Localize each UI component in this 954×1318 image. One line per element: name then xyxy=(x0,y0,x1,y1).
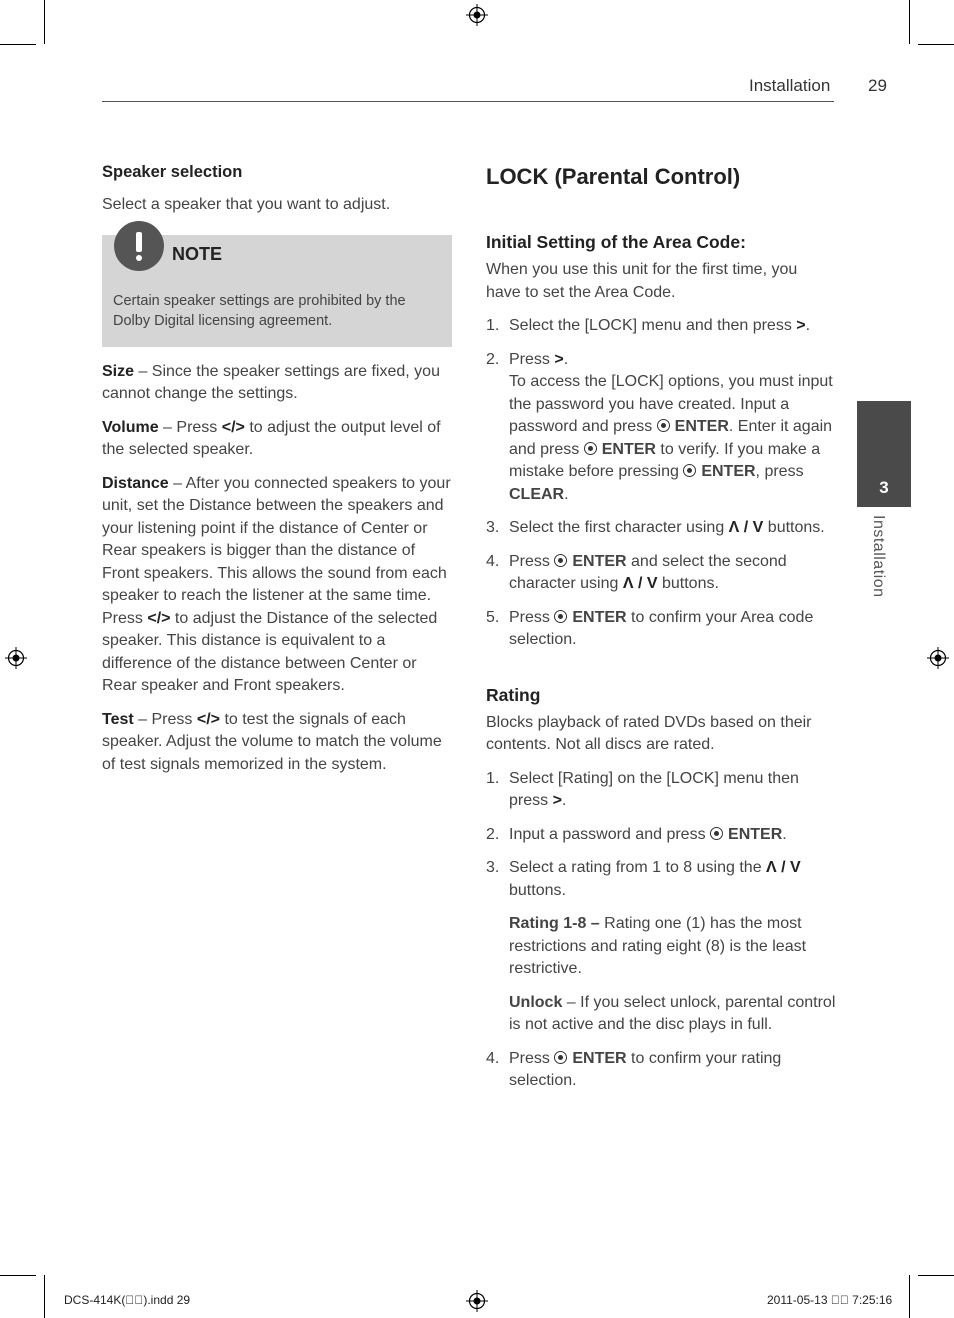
test-paragraph xyxy=(102,709,452,777)
list-item xyxy=(486,517,836,540)
enter-key: ENTER xyxy=(701,463,756,480)
crop-mark xyxy=(0,1275,36,1276)
right-arrow-icon: > xyxy=(554,350,564,368)
step-text: . xyxy=(782,825,787,843)
left-right-arrows-icon: </> xyxy=(147,609,171,627)
crop-mark xyxy=(0,44,36,45)
step-text: . xyxy=(561,792,567,809)
step-text: Select [Rating] on the [LOCK] menu then press xyxy=(509,769,799,809)
step-text: Press xyxy=(509,1049,555,1067)
left-right-arrows-icon: </> xyxy=(196,710,220,728)
step-number: 3. xyxy=(486,519,500,536)
distance-paragraph xyxy=(102,473,452,698)
chapter-label: Installation xyxy=(870,515,887,598)
enter-key: ENTER xyxy=(572,608,627,626)
crop-mark xyxy=(918,44,954,45)
size-term: Size xyxy=(102,362,135,380)
step-text: Press xyxy=(509,608,555,626)
step-text: . xyxy=(563,350,569,368)
crop-mark xyxy=(909,0,910,44)
list-item xyxy=(486,349,836,507)
area-code-intro: When you use this unit for the first time, you have to set the Area Code. xyxy=(486,261,798,301)
header-rule xyxy=(102,101,834,102)
step-text: buttons. xyxy=(763,519,825,536)
step-text: to confirm your Area code selection. xyxy=(509,608,814,648)
left-right-arrows-icon: </> xyxy=(221,418,245,436)
step-text: Select the first character using xyxy=(509,519,729,536)
list-item xyxy=(486,551,836,596)
step-detail: , press xyxy=(755,463,804,480)
list-item xyxy=(486,607,836,652)
registration-mark-icon xyxy=(466,1290,488,1312)
rating-heading: Rating xyxy=(486,684,541,705)
crop-mark xyxy=(44,1275,45,1318)
registration-mark-icon xyxy=(466,4,488,26)
enter-icon xyxy=(554,610,567,623)
enter-icon xyxy=(657,419,670,432)
unlock-term: Unlock xyxy=(509,993,563,1011)
list-item xyxy=(486,857,836,1037)
up-down-arrows-icon: Λ / V xyxy=(766,859,801,876)
step-number: 2. xyxy=(486,350,500,368)
registration-mark-icon xyxy=(927,647,949,669)
step-number: 2. xyxy=(486,825,500,843)
enter-key: ENTER xyxy=(572,552,627,570)
enter-icon xyxy=(683,464,696,477)
step-text: buttons. xyxy=(509,881,566,899)
left-column xyxy=(102,163,452,787)
chapter-number: 3 xyxy=(879,478,889,497)
step-number: 1. xyxy=(486,769,500,787)
enter-key: ENTER xyxy=(674,418,729,435)
step-detail: . xyxy=(564,485,569,503)
step-text: Press xyxy=(509,552,555,570)
up-down-arrows-icon: Λ / V xyxy=(622,575,658,592)
step-text: and select the second character using xyxy=(509,552,787,592)
volume-paragraph xyxy=(102,417,452,462)
step-text: Press xyxy=(509,350,555,368)
volume-text-end: to adjust the output level of the selected speaker. xyxy=(102,418,441,458)
test-text-end: to test the signals of each speaker. Adjust the volume to match the volume of test signals memorized in the system. xyxy=(102,710,442,773)
size-paragraph xyxy=(102,361,452,406)
step-number: 1. xyxy=(486,317,500,334)
test-term: Test xyxy=(102,710,134,728)
step-text: to confirm your rating selection. xyxy=(509,1049,782,1089)
crop-mark xyxy=(909,1275,910,1318)
unlock-option xyxy=(509,992,836,1037)
enter-icon xyxy=(554,1051,567,1064)
distance-text-end: to adjust the Distance of the selected speaker. This distance is equivalent to a difference of the distance between Center or Rear speaker and Front speakers. xyxy=(102,609,438,694)
enter-icon xyxy=(554,554,567,567)
step-number: 4. xyxy=(486,1049,500,1067)
note-box xyxy=(102,235,452,347)
distance-text: – After you connected speakers to your unit, set the Distance between the speakers and your listening point if the distance of Center or Rear speakers is bigger than the distance of Front speakers. This allows the sound from each speaker to reach the listener at the same time. Press xyxy=(102,474,451,627)
crop-mark xyxy=(918,1275,954,1276)
step-text: Select a rating from 1 to 8 using the xyxy=(509,859,767,876)
list-item xyxy=(486,1048,836,1093)
note-label: NOTE xyxy=(172,243,223,264)
lock-title: LOCK (Parental Control) xyxy=(486,164,741,189)
enter-key: ENTER xyxy=(728,825,783,843)
enter-key: ENTER xyxy=(572,1049,627,1067)
volume-term: Volume xyxy=(102,418,159,436)
step-number: 4. xyxy=(486,552,500,570)
page-number: 29 xyxy=(868,76,887,95)
note-text: Certain speaker settings are prohibited by the Dolby Digital licensing agreement. xyxy=(113,292,406,329)
step-text: Select the [LOCK] menu and then press xyxy=(509,317,797,334)
step-detail: . Enter it again and press xyxy=(509,418,833,458)
step-text: . xyxy=(805,317,811,334)
size-text: – Since the speaker settings are fixed, you cannot change the settings. xyxy=(102,362,440,402)
volume-text: – Press xyxy=(158,418,222,436)
registration-mark-icon xyxy=(5,647,27,669)
rating-range-text: Rating one (1) has the most restrictions and rating eight (8) is the least restrictive. xyxy=(509,915,807,977)
unlock-text: – If you select unlock, parental control is not active and the disc plays in full. xyxy=(509,993,836,1033)
list-item xyxy=(486,315,836,338)
right-column xyxy=(486,163,836,1104)
rating-steps xyxy=(486,768,836,1093)
right-arrow-icon: > xyxy=(552,792,562,809)
exclamation-icon xyxy=(114,221,164,271)
rating-range-term: Rating 1-8 – xyxy=(509,915,600,932)
rating-intro: Blocks playback of rated DVDs based on their contents. Not all discs are rated. xyxy=(486,713,812,753)
step-text: buttons. xyxy=(657,575,719,592)
running-header-title: Installation xyxy=(749,76,831,95)
enter-icon xyxy=(710,827,723,840)
step-number: 5. xyxy=(486,608,500,626)
speaker-selection-heading: Speaker selection xyxy=(102,163,243,181)
area-code-steps xyxy=(486,315,836,652)
crop-mark xyxy=(44,0,45,44)
enter-icon xyxy=(584,442,597,455)
list-item xyxy=(486,768,836,813)
clear-key: CLEAR xyxy=(509,485,565,503)
right-arrow-icon: > xyxy=(796,317,806,334)
enter-key: ENTER xyxy=(601,440,656,458)
step-number: 3. xyxy=(486,859,500,876)
file-slug: DCS-414K(  ).indd 29 xyxy=(64,1293,191,1307)
rating-range-option xyxy=(509,913,836,981)
test-text: – Press xyxy=(133,710,197,728)
date-slug: 2011-05-13    7:25:16 xyxy=(767,1293,893,1307)
distance-term: Distance xyxy=(102,474,169,492)
step-detail: To access the [LOCK] options, you must input the password you have created. Input a password and press xyxy=(509,373,833,435)
area-code-heading: Initial Setting of the Area Code: xyxy=(486,232,746,252)
list-item xyxy=(486,824,836,847)
up-down-arrows-icon: Λ / V xyxy=(728,519,764,536)
step-text: Input a password and press xyxy=(509,825,711,843)
step-detail: to verify. If you make a mistake before pressing xyxy=(509,440,821,480)
speaker-selection-text: Select a speaker that you want to adjust. xyxy=(102,196,391,213)
